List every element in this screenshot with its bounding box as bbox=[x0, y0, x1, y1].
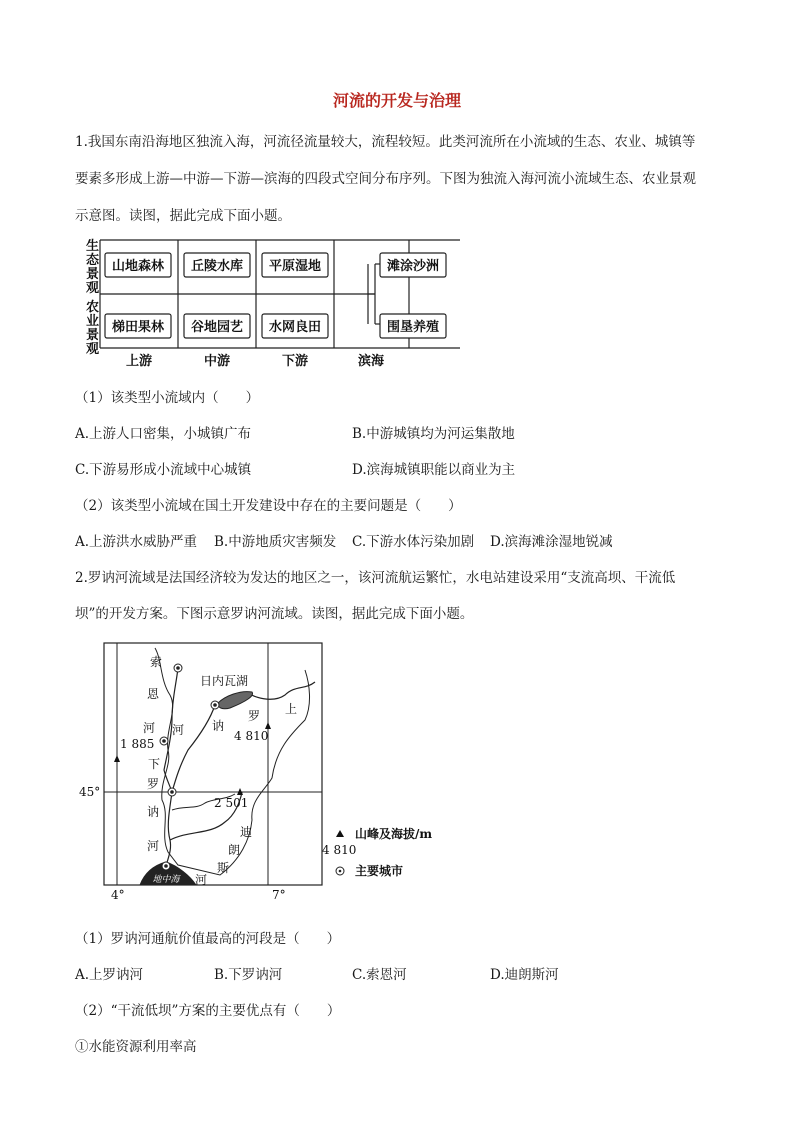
rhone-upper-char-1: 河 bbox=[172, 723, 185, 737]
q1-sub2-option-d[interactable]: D.滨海滩涂湿地锐减 bbox=[490, 534, 613, 550]
agri-item-1: 谷地园艺 bbox=[190, 320, 244, 335]
agri-label-4: 观 bbox=[86, 342, 100, 357]
section-labels bbox=[126, 353, 385, 369]
q2-sub1-option-a[interactable]: A.上罗讷河 bbox=[75, 967, 144, 983]
q1-sub2-option-a[interactable]: A.上游洪水威胁严重 bbox=[75, 534, 198, 550]
q1-sub2-option-b[interactable]: B.中游地质灾害频发 bbox=[214, 534, 337, 550]
durance-char-1: 迪 bbox=[240, 825, 253, 839]
agri-item-0: 梯田果林 bbox=[111, 320, 165, 335]
agri-label-1: 农 bbox=[86, 300, 100, 315]
q1-sub1-option-b[interactable]: B.中游城镇均为河运集散地 bbox=[352, 426, 515, 442]
lower-rhone-char-3: 讷 bbox=[147, 805, 160, 819]
q2-sub1-option-b[interactable]: B.下罗讷河 bbox=[214, 967, 283, 983]
legend-peak-label: 山峰及海拔/m bbox=[355, 827, 433, 841]
q2-sub1-question: （1）罗讷河通航价值最高的河段是（ ） bbox=[75, 931, 341, 947]
rhone-upper-char-2: 讷 bbox=[212, 719, 225, 733]
eco-item-3: 滩涂沙洲 bbox=[386, 259, 440, 274]
section-upper: 上游 bbox=[125, 354, 153, 369]
q1-stem-line-3: 示意图。读图，据此完成下面小题。 bbox=[75, 208, 291, 224]
row-label-agri bbox=[86, 299, 99, 357]
upper-label: 上 bbox=[285, 702, 298, 716]
row-label-eco bbox=[86, 238, 100, 296]
saone-char-1: 索 bbox=[150, 655, 163, 669]
q1-sub1-question: （1）该类型小流域内（ ） bbox=[75, 390, 260, 406]
agri-item-3: 围垦养殖 bbox=[386, 320, 440, 335]
lower-rhone-char-2: 罗 bbox=[147, 777, 160, 791]
eco-label-1: 生 bbox=[86, 239, 100, 254]
agri-boxes bbox=[105, 314, 446, 338]
landscape-diagram bbox=[75, 236, 460, 372]
peak-1885-value: 1 885 bbox=[120, 737, 155, 751]
peak-4810-value: 4 810 bbox=[234, 729, 269, 743]
saone-char-3: 河 bbox=[143, 721, 156, 735]
lower-rhone-char-1: 下 bbox=[148, 757, 161, 771]
q2-sub2-question: （2）“干流低坝”方案的主要优点有（ ） bbox=[75, 1003, 341, 1019]
durance-char-3: 斯 bbox=[217, 861, 230, 875]
eco-label-3: 景 bbox=[86, 267, 100, 282]
legend-peak-icon bbox=[336, 830, 344, 837]
q1-sub2-question: （2）该类型小流域在国土开发建设中存在的主要问题是（ ） bbox=[75, 498, 462, 514]
q2-stem-line-2: 坝”的开发方案。下图示意罗讷河流域。读图，据此完成下面小题。 bbox=[75, 606, 474, 622]
section-middle: 中游 bbox=[203, 354, 231, 369]
q1-sub2-option-c[interactable]: C.下游水体污染加剧 bbox=[352, 534, 475, 550]
section-lower: 下游 bbox=[281, 354, 309, 369]
eco-item-0: 山地森林 bbox=[111, 259, 165, 274]
q2-sub1-option-c[interactable]: C.索恩河 bbox=[352, 967, 407, 983]
lake-label: 日内瓦湖 bbox=[200, 674, 249, 688]
agri-item-2: 水网良田 bbox=[268, 320, 322, 335]
q2-sub2-option-1[interactable]: ①水能资源利用率高 bbox=[75, 1039, 197, 1055]
durance-char-4: 河 bbox=[195, 873, 208, 887]
agri-label-2: 业 bbox=[86, 314, 100, 329]
q1-sub1-option-c[interactable]: C.下游易形成小流域中心城镇 bbox=[75, 462, 252, 478]
section-coastal: 滨海 bbox=[357, 354, 385, 369]
sea-label: 地中海 bbox=[152, 875, 180, 885]
eco-item-2: 平原湿地 bbox=[268, 259, 322, 274]
q1-sub1-option-d[interactable]: D.滨海城镇职能以商业为主 bbox=[352, 462, 516, 478]
q2-sub1-option-d[interactable]: D.迪朗斯河 bbox=[490, 967, 559, 983]
map-legend bbox=[322, 826, 432, 878]
rhone-upper-char-3: 罗 bbox=[248, 709, 261, 723]
eco-item-1: 丘陵水库 bbox=[190, 259, 244, 274]
legend-city-label: 主要城市 bbox=[355, 864, 404, 878]
q1-stem-line-1: 1.我国东南沿海地区独流入海，河流径流量较大，流程较短。此类河流所在小流域的生态、农业、城镇等 bbox=[75, 134, 696, 150]
lat-45-label: 45° bbox=[79, 785, 101, 799]
rhone-river-map bbox=[79, 640, 460, 905]
lower-rhone-char-4: 河 bbox=[147, 839, 160, 853]
durance-char-2: 朗 bbox=[228, 843, 241, 857]
q2-stem-line-1: 2.罗讷河流域是法国经济较为发达的地区之一，该河流航运繁忙，水电站建设采用“支流高坝、干流低 bbox=[75, 570, 676, 586]
q1-sub1-option-a[interactable]: A.上游人口密集，小城镇广布 bbox=[75, 426, 252, 442]
lon-7-label: 7° bbox=[272, 888, 286, 902]
agri-label-3: 景 bbox=[86, 328, 100, 343]
saone-char-2: 恩 bbox=[147, 687, 160, 701]
q1-stem-line-2: 要素多形成上游—中游—下游—滨海的四段式空间分布序列。下图为独流入海河流小流域生态、农业景观 bbox=[75, 171, 696, 187]
page-title: 河流的开发与治理 bbox=[332, 91, 461, 110]
legend-peak-value: 4 810 bbox=[322, 843, 357, 857]
eco-boxes bbox=[105, 253, 446, 277]
peak-2501-value: 2 501 bbox=[214, 796, 249, 810]
lon-4-label: 4° bbox=[111, 888, 125, 902]
eco-label-2: 态 bbox=[86, 253, 100, 268]
eco-label-4: 观 bbox=[86, 281, 100, 296]
